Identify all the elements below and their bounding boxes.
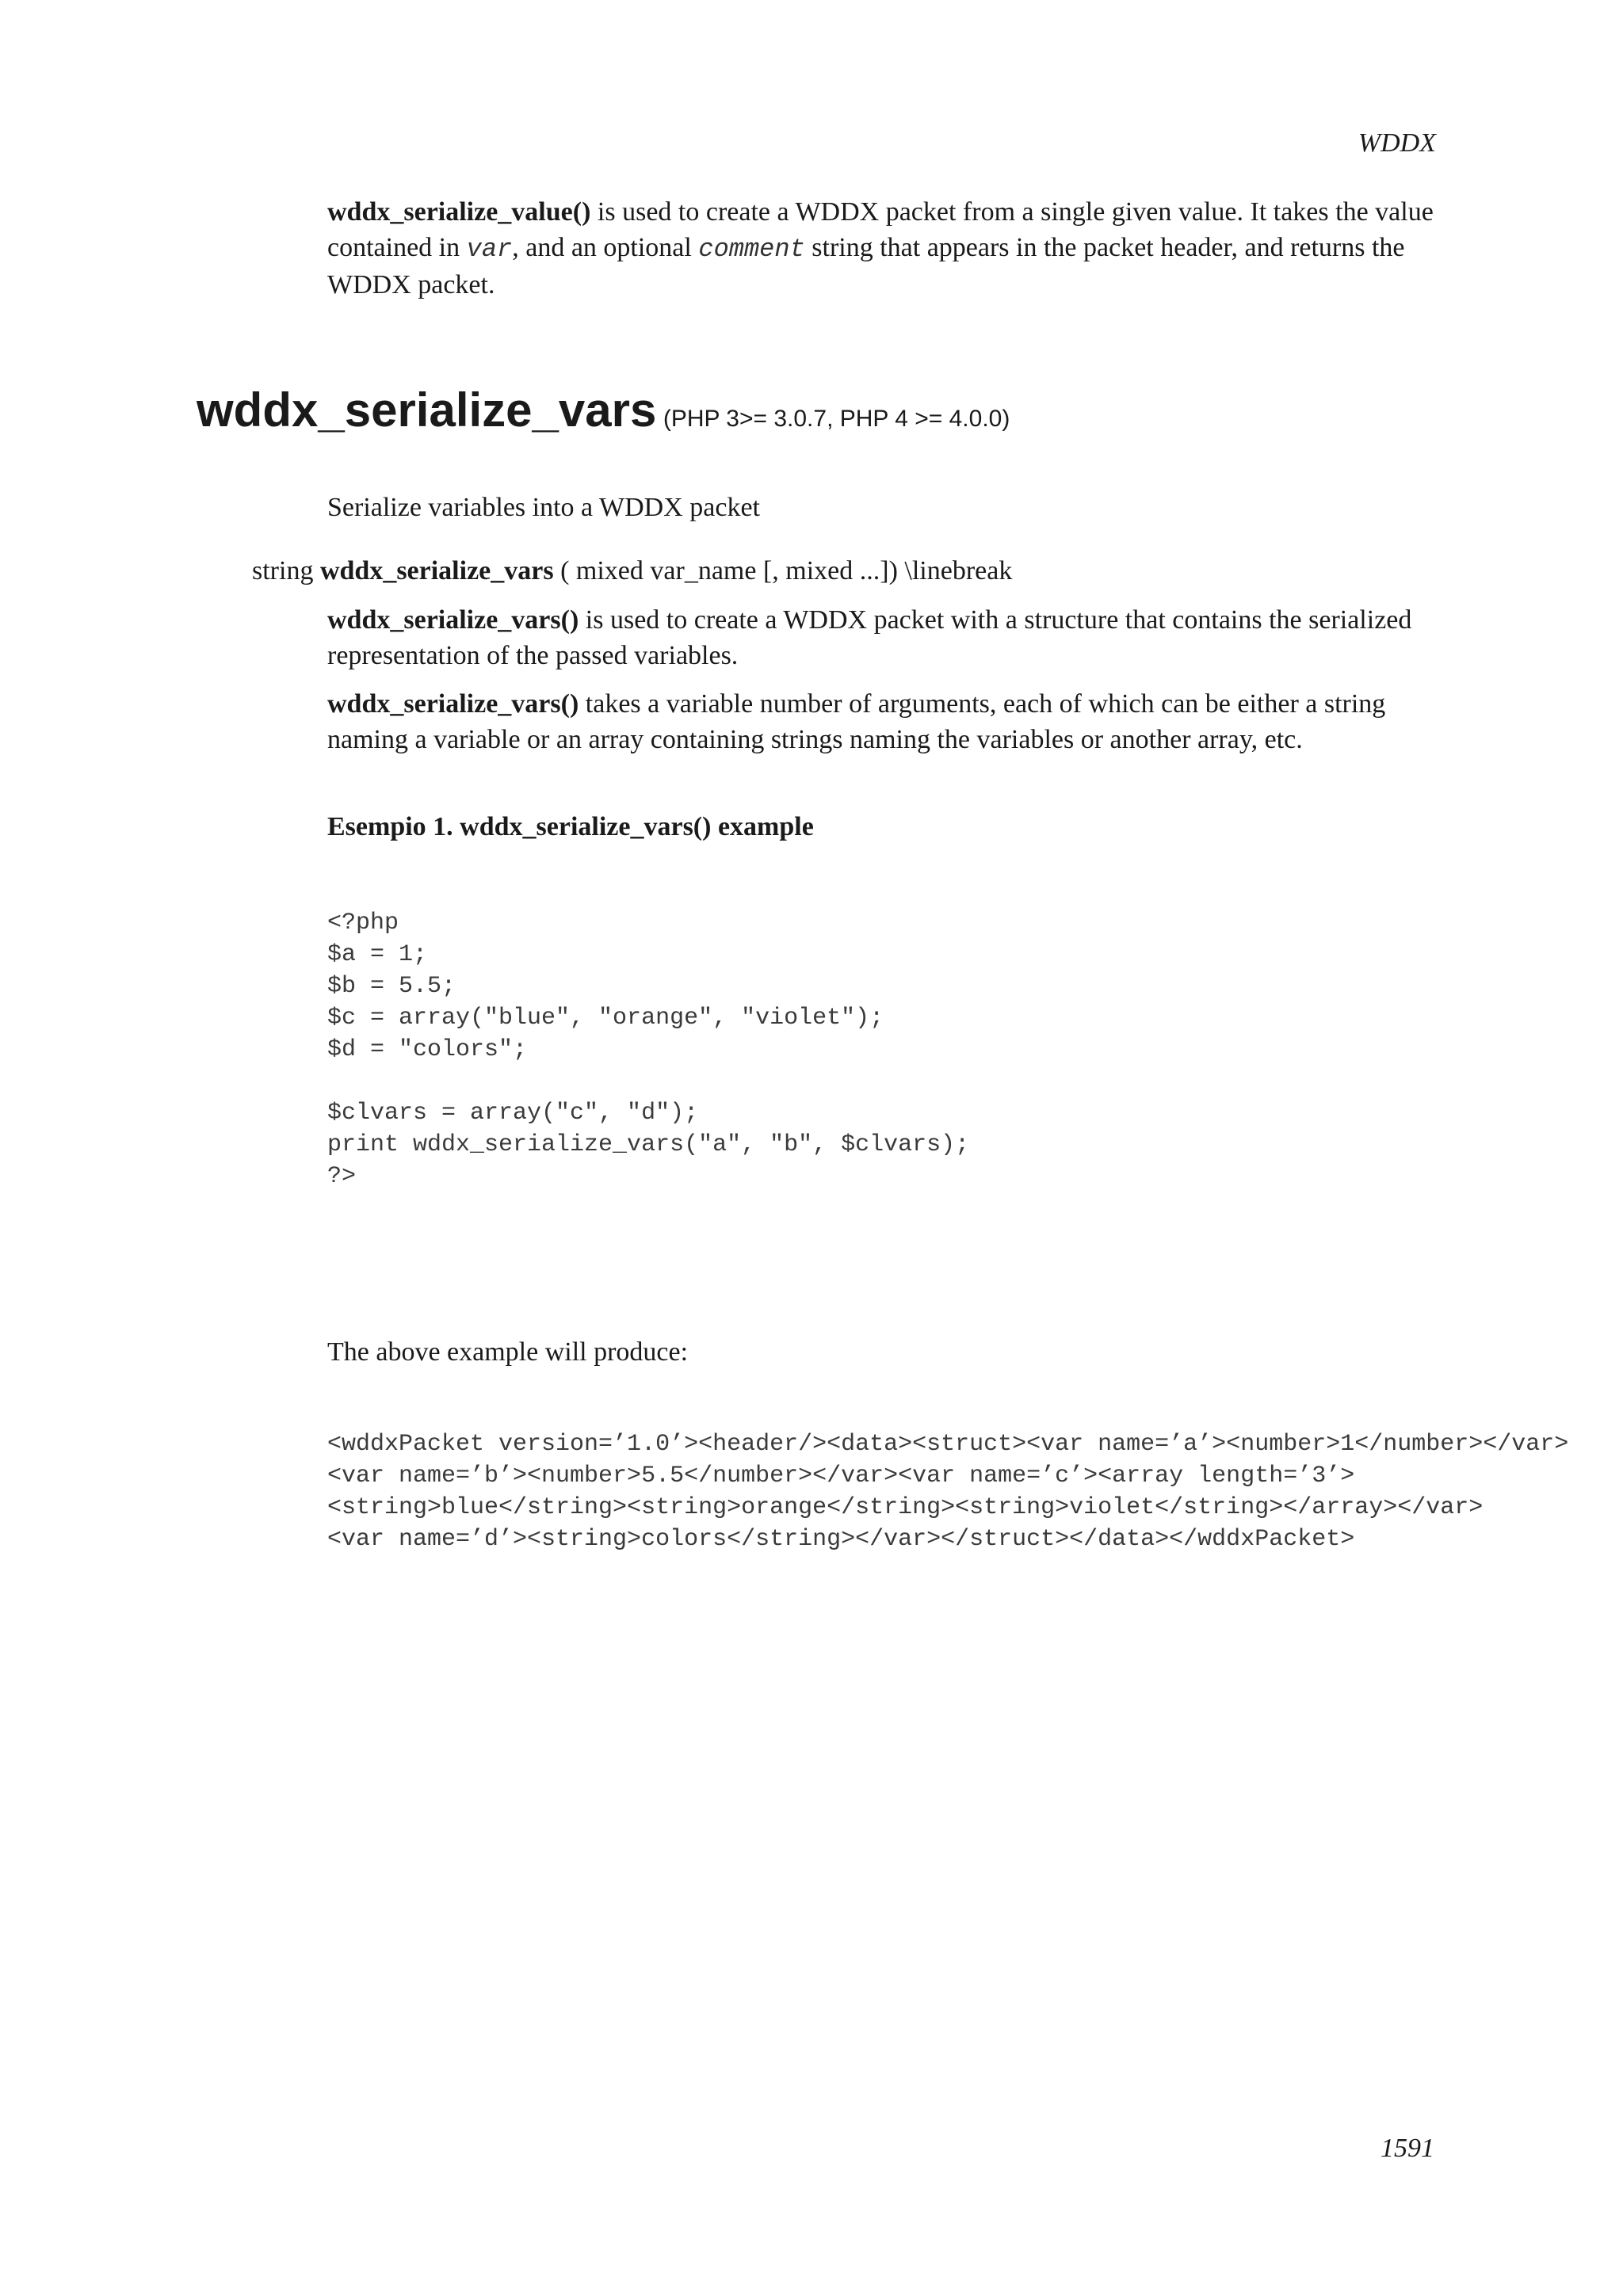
function-description-2 xyxy=(327,686,1437,757)
function-title-name: wddx_serialize_vars xyxy=(197,383,657,437)
param-comment: comment xyxy=(698,235,805,264)
description-text: , and an optional xyxy=(512,233,699,262)
example-title: Esempio 1. wddx_serialize_vars() example xyxy=(327,812,814,841)
example-code-block: <?php $a = 1; $b = 5.5; $c = array("blue", "orange", "violet"); $d = "colors"; $clvars = array("c", "d"); print wddx_serialize_vars("a", "b", $clvars); ?> xyxy=(327,910,970,1190)
synopsis-function-name: wddx_serialize_vars xyxy=(319,556,554,585)
function-name-bold: wddx_serialize_vars() xyxy=(327,689,579,719)
function-synopsis xyxy=(252,553,1012,589)
function-summary: Serialize variables into a WDDX packet xyxy=(327,493,760,522)
function-description-1 xyxy=(327,602,1437,673)
example-output-block: <wddxPacket version=’1.0’><header/><data><struct><var name=’a’><number>1</number></var> <var name=’b’><number>5.5</number></var><var name=’c’><array length=’3’> <string>blue</string><string>orange</string><string>violet</string></array></var> <var name=’d’><string>colors</string></var></struct></data></wddxPacket> xyxy=(327,1431,1569,1553)
wddx-serialize-value-description xyxy=(327,194,1437,303)
description-text: is used to create a WDDX packet with a structure that contains the serialized representation of the passed variables. xyxy=(327,605,1412,670)
function-name-bold: wddx_serialize_value() xyxy=(327,197,591,227)
page-number: 1591 xyxy=(1381,2134,1434,2163)
description-text: takes a variable number of arguments, each of which can be either a string naming a variable or an array containing strings naming the variables or another array, etc. xyxy=(327,689,1386,754)
description-text: is used to create a WDDX packet from a single given value. It takes the value contained in xyxy=(327,197,1434,262)
function-name-bold: wddx_serialize_vars() xyxy=(327,605,579,635)
synopsis-args: ( mixed var_name [, mixed ...]) \linebreak xyxy=(553,556,1013,585)
synopsis-return-type: string xyxy=(252,556,314,585)
function-version-info: (PHP 3>= 3.0.7, PHP 4 >= 4.0.0) xyxy=(663,406,1010,432)
running-header: WDDX xyxy=(1358,128,1436,158)
description-text: string that appears in the packet header, and returns the WDDX packet. xyxy=(327,233,1405,299)
example-output-label: The above example will produce: xyxy=(327,1337,689,1367)
param-var: var xyxy=(466,235,513,264)
function-title xyxy=(197,383,1010,437)
